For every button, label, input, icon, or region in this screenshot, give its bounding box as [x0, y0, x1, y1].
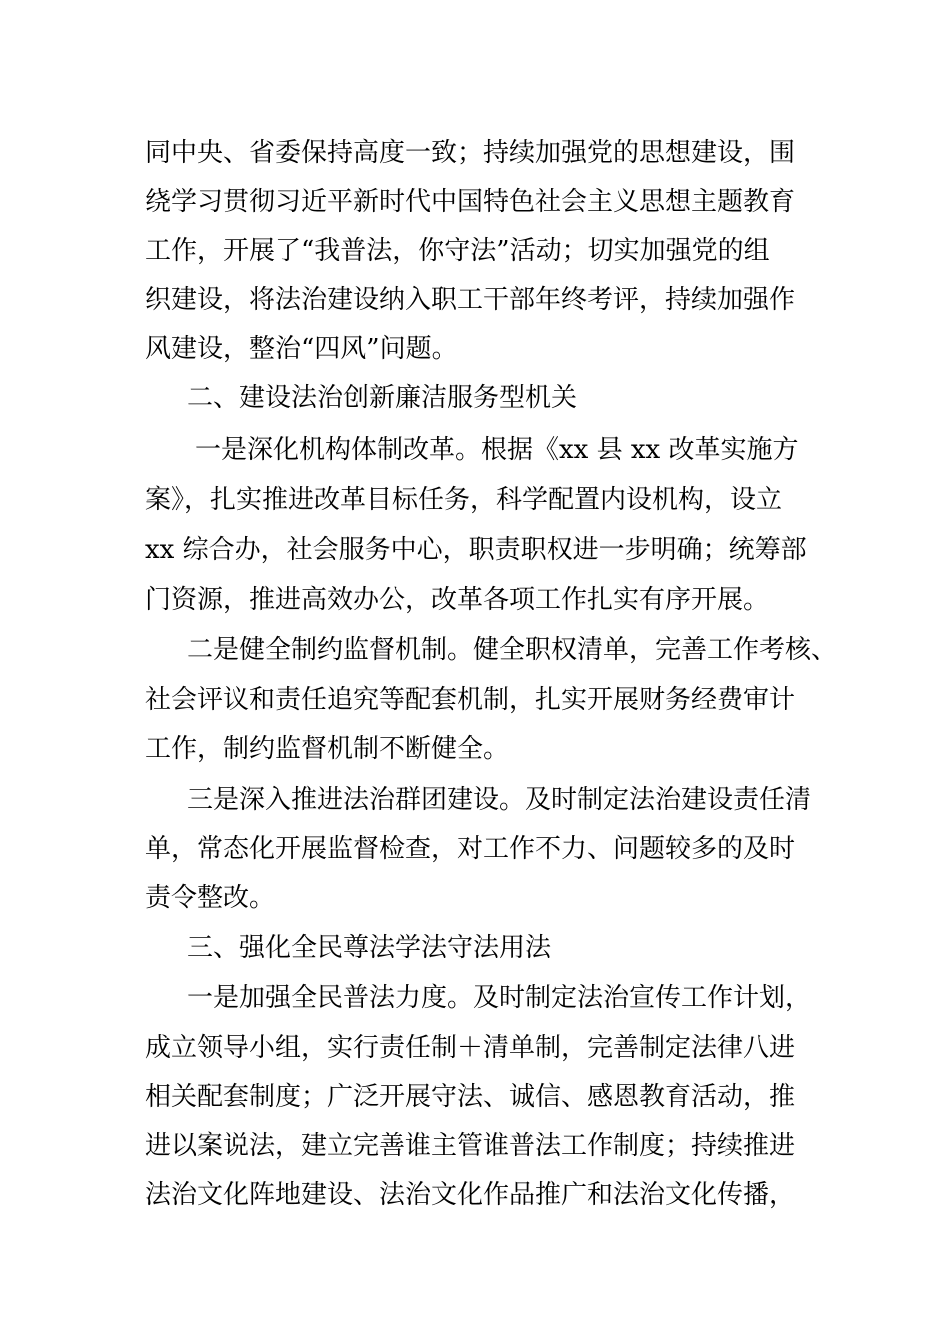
- text-line: 成立领导小组，实行责任制＋清单制，完善制定法律八进: [145, 1033, 796, 1063]
- text-line: xx 综合办，社会服务中心，职责职权进一步明确；统筹部: [145, 535, 807, 565]
- text-line: 绕学习贯彻习近平新时代中国特色社会主义思想主题教育: [145, 187, 796, 217]
- text-line: 进以案说法，建立完善谁主管谁普法工作制度；持续推进: [145, 1131, 796, 1161]
- text-line: 二是健全制约监督机制。健全职权清单，完善工作考核、: [187, 635, 838, 665]
- text-line: 三是深入推进法治群团建设。及时制定法治建设责任清: [187, 785, 812, 815]
- text-line: 工作，制约监督机制不断健全。: [145, 734, 510, 764]
- text-line: 案》，扎实推进改革目标任务，科学配置内设机构，设立: [145, 485, 783, 515]
- text-line: 工作，开展了“我普法，你守法”活动；切实加强党的组: [145, 236, 770, 266]
- text-line: 社会评议和责任追究等配套机制，扎实开展财务经费审计: [145, 685, 796, 715]
- text-line: 一是加强全民普法力度。及时制定法治宣传工作计划，: [187, 983, 812, 1013]
- text-line: 单，常态化开展监督检查，对工作不力、问题较多的及时: [145, 834, 796, 864]
- section-heading: 二、建设法治创新廉洁服务型机关: [187, 383, 578, 413]
- text-line: 风建设，整治“四风”问题。: [145, 334, 458, 364]
- section-heading: 三、强化全民尊法学法守法用法: [187, 933, 552, 963]
- text-line: 相关配套制度；广泛开展守法、诚信、感恩教育活动，推: [145, 1082, 796, 1112]
- text-line: 一是深化机构体制改革。根据《xx 县 xx 改革实施方: [195, 435, 799, 465]
- text-line: 门资源，推进高效办公，改革各项工作扎实有序开展。: [145, 585, 770, 615]
- text-line: 织建设，将法治建设纳入职工干部年终考评，持续加强作: [145, 285, 796, 315]
- text-line: 法治文化阵地建设、法治文化作品推广和法治文化传播，: [145, 1180, 796, 1210]
- text-line: 同中央、省委保持高度一致；持续加强党的思想建设，围: [145, 138, 796, 168]
- text-line: 责令整改。: [145, 883, 276, 913]
